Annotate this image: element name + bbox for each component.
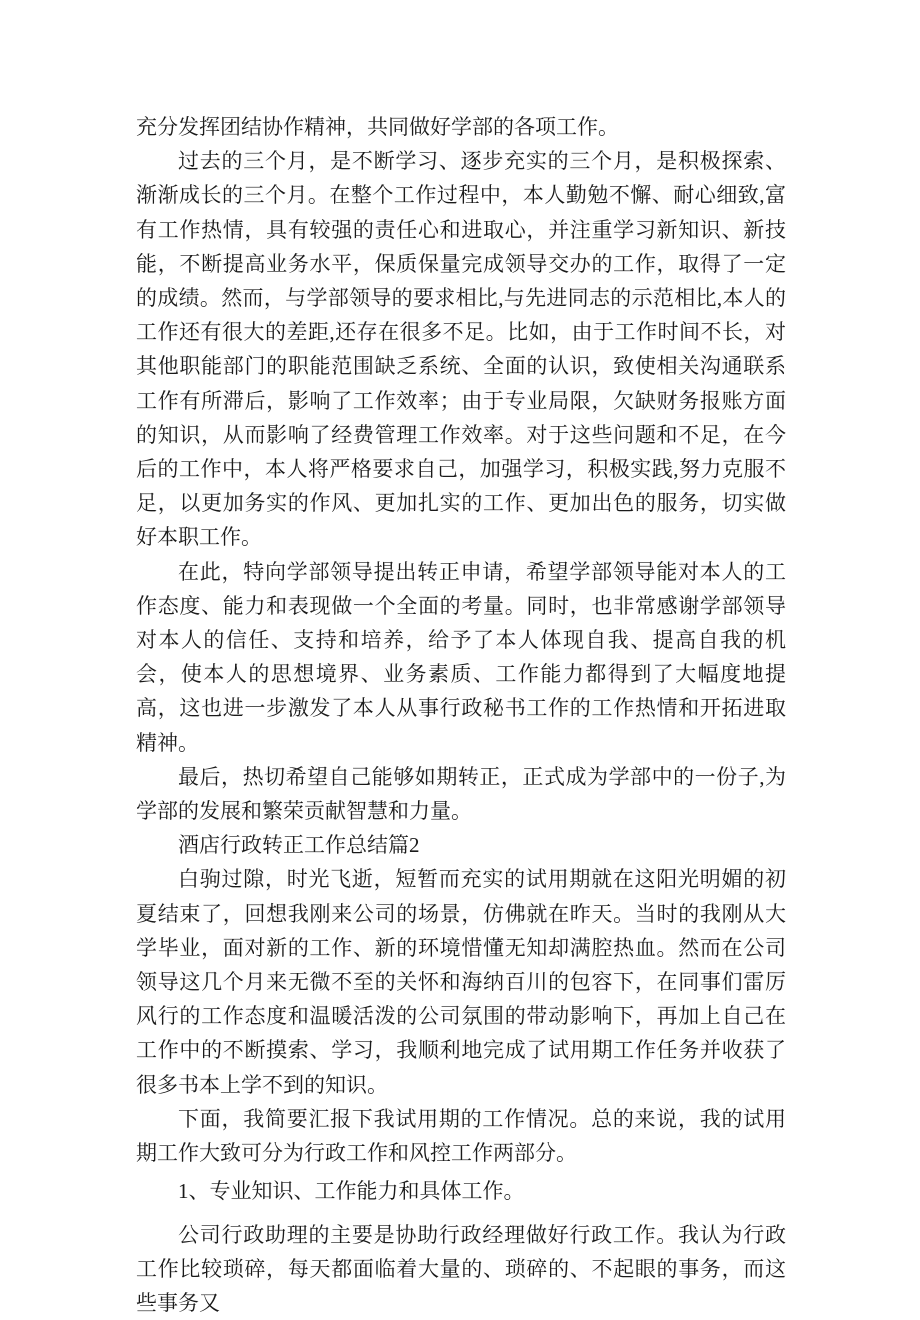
- paragraph-work-report-overview: 下面，我简要汇报下我试用期的工作情况。总的来说，我的试用期工作大致可分为行政工作和风控工作两部分。: [136, 1102, 786, 1170]
- paragraph-admin-assistant-duties: 公司行政助理的主要是协助行政经理做好行政工作。我认为行政工作比较琐碎，每天都面临着大量的、琐碎的、不起眼的事务，而这些事务又: [136, 1218, 786, 1320]
- paragraph-regularization-request: 在此，特向学部领导提出转正申请，希望学部领导能对本人的工作态度、能力和表现做一个全面的考量。同时，也非常感谢学部领导对本人的信任、支持和培养，给予了本人体现自我、提高自我的机会，使本人的思想境界、业务素质、工作能力都得到了大幅度地提高，这也进一步激发了本人从事行政秘书工作的工作热情和开拓进取精神。: [136, 555, 786, 760]
- paragraph-trial-period-intro: 白驹过隙，时光飞逝，短暂而充实的试用期就在这阳光明媚的初夏结束了，回想我刚来公司的场景，仿佛就在昨天。当时的我刚从大学毕业，面对新的工作、新的环境惜懂无知却满腔热血。然而在公司领导这几个月来无微不至的关怀和海纳百川的包容下，在同事们雷厉风行的工作态度和温暖活泼的公司氛围的带动影响下，再加上自己在工作中的不断摸索、学习，我顺利地完成了试用期工作任务并收获了很多书本上学不到的知识。: [136, 862, 786, 1101]
- paragraph-continuation: 充分发挥团结协作精神，共同做好学部的各项工作。: [136, 110, 786, 144]
- paragraph-closing-wish: 最后，热切希望自己能够如期转正，正式成为学部中的一份子,为学部的发展和繁荣贡献智慧和力量。: [136, 760, 786, 828]
- paragraph-probation-review: 过去的三个月，是不断学习、逐步充实的三个月，是积极探索、渐渐成长的三个月。在整个工作过程中，本人勤勉不懈、耐心细致,富有工作热情，具有较强的责任心和进取心，并注重学习新知识、新技能，不断提高业务水平，保质保量完成领导交办的工作，取得了一定的成绩。然而，与学部领导的要求相比,与先进同志的示范相比,本人的工作还有很大的差距,还存在很多不足。比如，由于工作时间不长，对其他职能部门的职能范围缺乏系统、全面的认识，致使相关沟通联系工作有所滞后，影响了工作效率；由于专业局限，欠缺财务报账方面的知识，从而影响了经费管理工作效率。对于这些问题和不足，在今后的工作中，本人将严格要求自己，加强学习，积极实践,努力克服不足，以更加务实的作风、更加扎实的工作、更加出色的服务，切实做好本职工作。: [136, 144, 786, 554]
- numbered-heading-1: 1、专业知识、工作能力和具体工作。: [136, 1174, 786, 1208]
- document-page: [136, 110, 786, 1320]
- section-title-piece-2: 酒店行政转正工作总结篇2: [136, 828, 786, 862]
